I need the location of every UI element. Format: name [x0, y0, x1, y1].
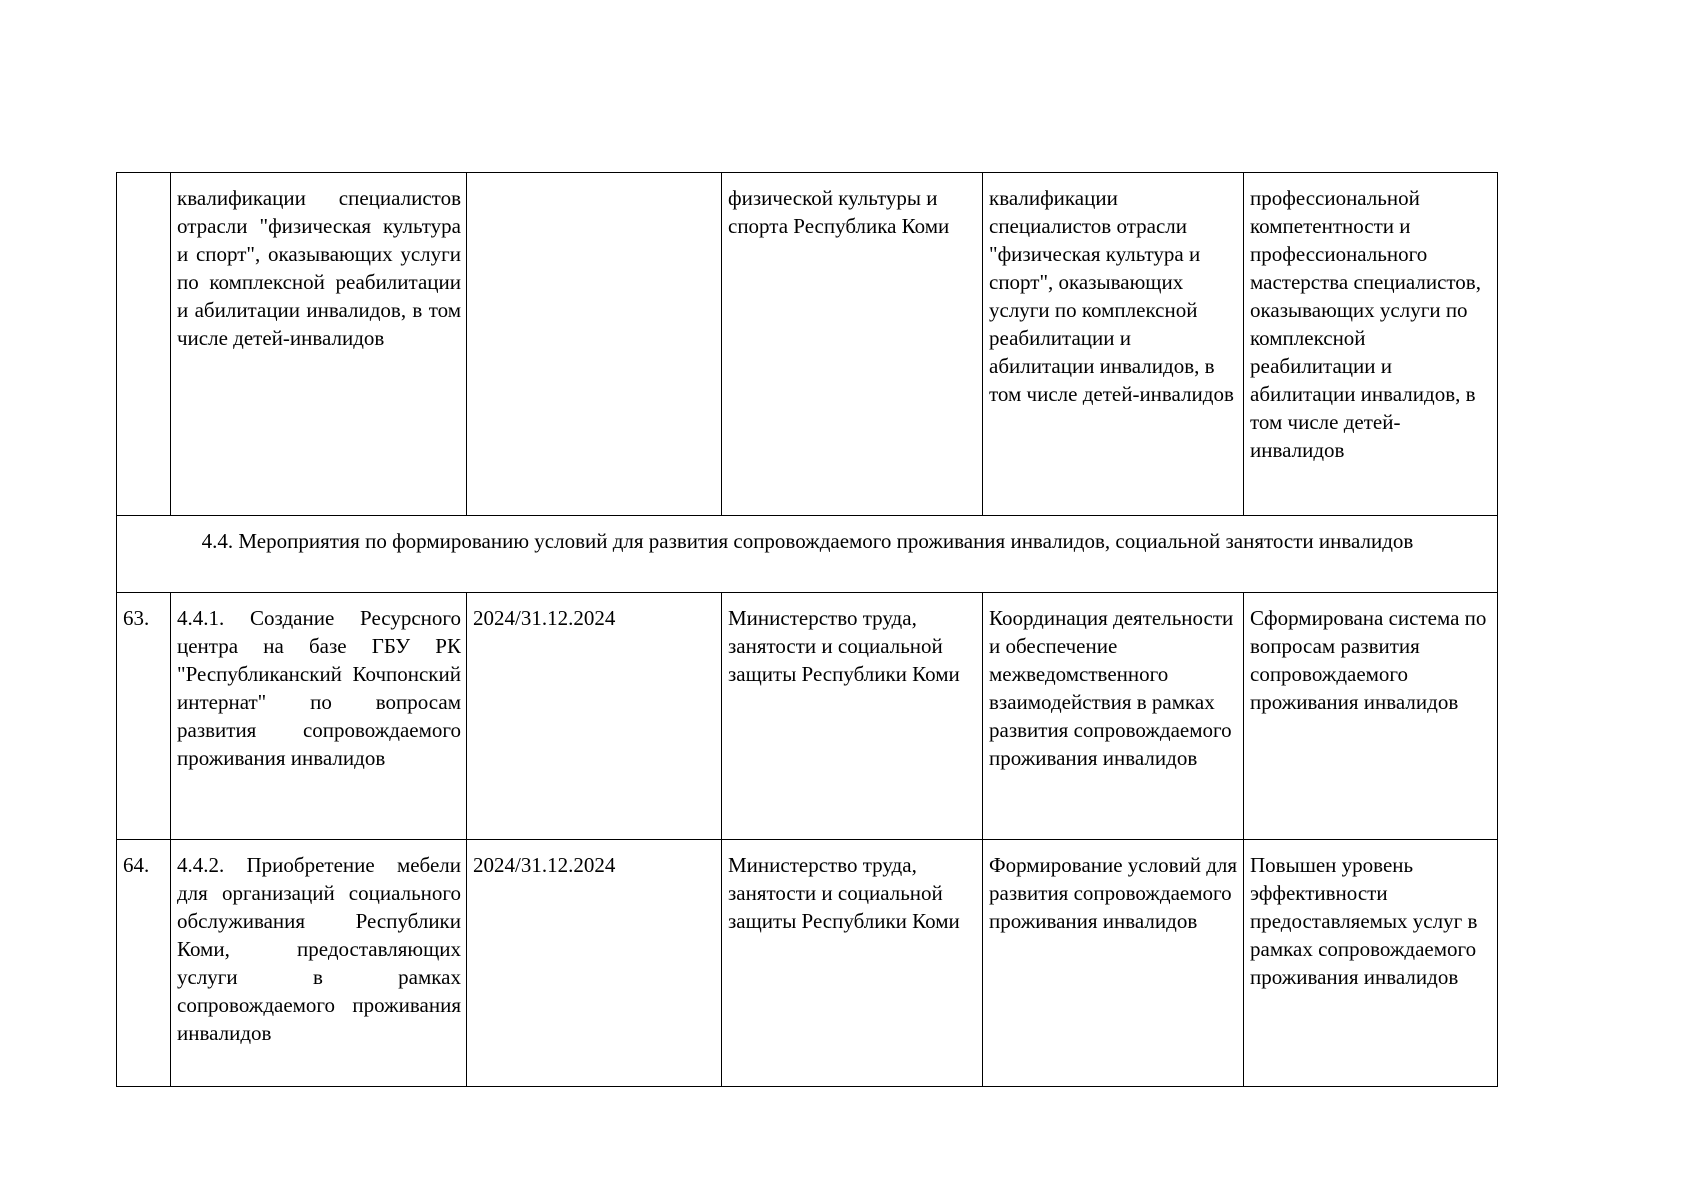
period-cell: [467, 173, 722, 516]
description-cell: Координация деятельности и обеспечение межведомственного взаимодействия в рамках развития сопровождаемого проживания инвалидов: [983, 593, 1244, 840]
result-cell: Сформирована система по вопросам развития сопровождаемого проживания инвалидов: [1244, 593, 1498, 840]
description-cell: Формирование условий для развития сопровождаемого проживания инвалидов: [983, 840, 1244, 1087]
table-row: [117, 593, 1498, 840]
section-row: [117, 516, 1498, 593]
measures-table: [116, 172, 1498, 1087]
row-number-cell: 64.: [117, 840, 171, 1087]
measure-name-cell: квалификации специалистов отрасли "физическая культура и спорт", оказывающих услуги по комплексной реабилитации и абилитации инвалидов, в том числе детей-инвалидов: [171, 173, 467, 516]
measure-name-cell: 4.4.1. Создание Ресурсного центра на базе ГБУ РК "Республиканский Кочпонский интернат" по вопросам развития сопровождаемого проживания инвалидов: [171, 593, 467, 840]
result-cell: профессиональной компетентности и профессионального мастерства специалистов, оказывающих услуги по комплексной реабилитации и абилитации инвалидов, в том числе детей-инвалидов: [1244, 173, 1498, 516]
row-number-cell: [117, 173, 171, 516]
result-cell: Повышен уровень эффективности предоставляемых услуг в рамках сопровождаемого проживания инвалидов: [1244, 840, 1498, 1087]
period-cell: 2024/31.12.2024: [467, 840, 722, 1087]
section-heading: 4.4. Мероприятия по формированию условий для развития сопровождаемого проживания инвалидов, социальной занятости инвалидов: [117, 516, 1498, 593]
table-row: [117, 173, 1498, 516]
executor-cell: Министерство труда, занятости и социальной защиты Республики Коми: [722, 593, 983, 840]
table-row: [117, 840, 1498, 1087]
row-number-cell: 63.: [117, 593, 171, 840]
period-cell: 2024/31.12.2024: [467, 593, 722, 840]
measure-name-cell: 4.4.2. Приобретение мебели для организаций социального обслуживания Республики Коми, предоставляющих услуги в рамках сопровождаемого проживания инвалидов: [171, 840, 467, 1087]
description-cell: квалификации специалистов отрасли "физическая культура и спорт", оказывающих услуги по комплексной реабилитации и абилитации инвалидов, в том числе детей-инвалидов: [983, 173, 1244, 516]
executor-cell: физической культуры и спорта Республика Коми: [722, 173, 983, 516]
executor-cell: Министерство труда, занятости и социальной защиты Республики Коми: [722, 840, 983, 1087]
